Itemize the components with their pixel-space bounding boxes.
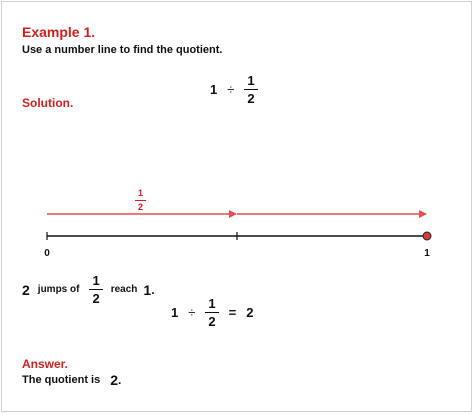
statement-period: . <box>151 282 155 297</box>
jumps-statement <box>22 274 155 305</box>
answer-text: The quotient is <box>22 374 101 386</box>
equation-operator: ÷ <box>188 305 196 320</box>
jump-label-denominator: 2 <box>138 202 144 212</box>
equation-result: 2 <box>246 305 254 320</box>
equation-frac-numerator: 1 <box>205 297 218 313</box>
statement-target: 1 <box>143 281 152 298</box>
example-title: Example 1. <box>22 24 96 40</box>
answer-value: 2 <box>110 372 119 388</box>
equation-fraction <box>205 297 218 328</box>
statement-fraction <box>89 274 102 305</box>
statement-text-a: jumps of <box>37 284 80 295</box>
answer-statement <box>22 372 121 388</box>
answer-heading: Answer. <box>22 357 69 371</box>
solution-heading: Solution. <box>22 96 74 110</box>
problem-prompt: Use a number line to find the quotient. <box>22 44 223 56</box>
jump-label <box>135 189 146 212</box>
equation-dividend: 1 <box>171 305 179 320</box>
equation-equals: = <box>228 305 237 320</box>
tick-label-1: 1 <box>424 248 430 259</box>
endpoint-marker <box>423 232 431 240</box>
problem-operator: ÷ <box>227 82 235 97</box>
problem-divisor-denominator: 2 <box>247 91 255 106</box>
equation-frac-denominator: 2 <box>208 314 216 329</box>
answer-period: . <box>118 373 122 387</box>
statement-frac-denominator: 2 <box>92 291 100 306</box>
problem-dividend: 1 <box>210 82 218 97</box>
statement-text-b: reach <box>110 284 138 295</box>
problem-divisor-numerator: 1 <box>244 74 257 90</box>
statement-frac-numerator: 1 <box>89 274 102 290</box>
jump-label-fraction <box>135 189 146 212</box>
statement-count: 2 <box>22 281 30 298</box>
jump-label-numerator: 1 <box>135 189 146 201</box>
tick-label-0: 0 <box>44 248 50 259</box>
solution-equation <box>171 297 253 328</box>
